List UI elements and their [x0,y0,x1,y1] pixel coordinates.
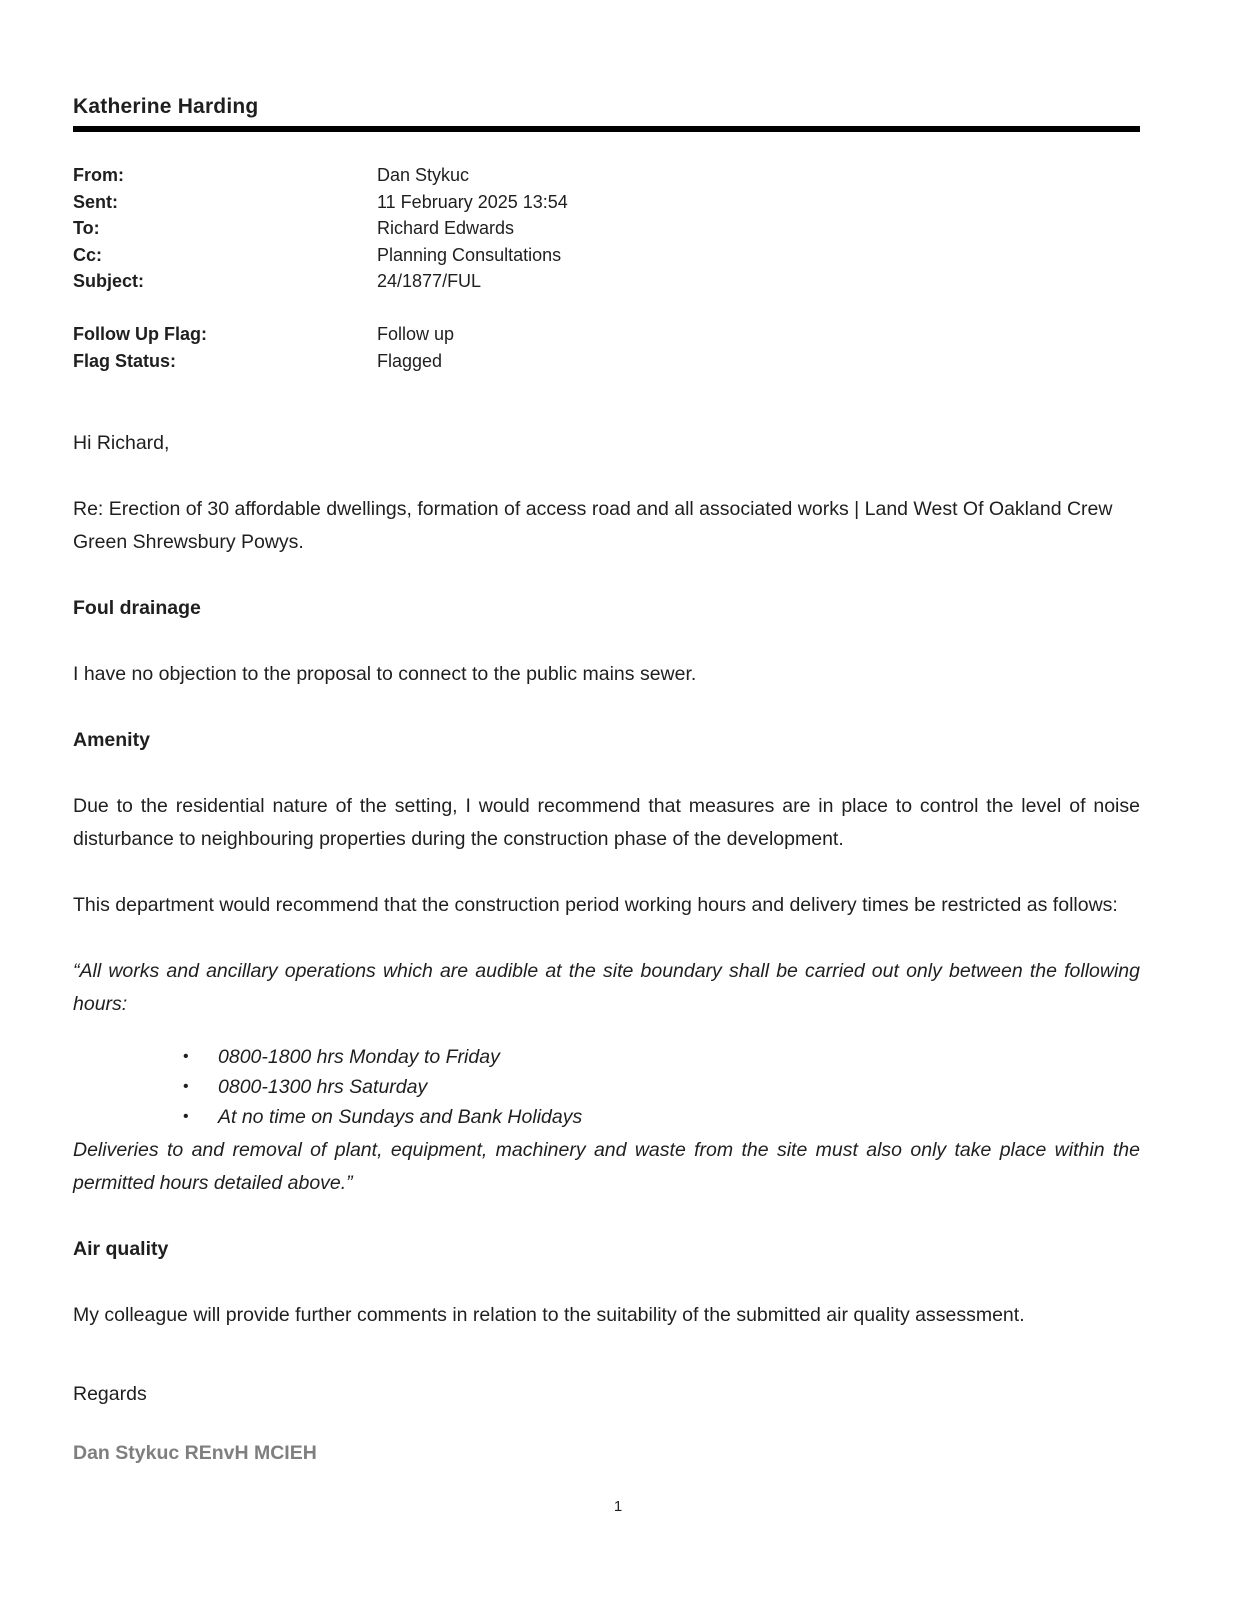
meta-label-subject: Subject: [73,271,145,291]
greeting-text: Hi Richard, [73,432,170,454]
meta-row-subject [73,268,1140,295]
list-item [183,1102,1140,1132]
bullet-icon: • [183,1078,189,1095]
meta-row-sent [73,189,1140,216]
bullet-icon: • [183,1108,189,1125]
meta-label-flag-status: Flag Status: [73,350,177,371]
amenity-paragraph-1: Due to the residential nature of the setting, I would recommend that measures are in place to control the level of noise disturbance to neighbouring properties during the construction phase of the development. [73,795,1140,850]
meta-value-from: Dan Stykuc [377,165,470,185]
meta-row-to [73,215,1140,242]
quote-intro-text: “All works and ancillary operations which are audible at the site boundary shall be carried out only between the following hours: [73,960,1140,1015]
list-item-text: 0800-1800 hrs Monday to Friday [218,1046,500,1068]
meta-label-follow-up-flag: Follow Up Flag: [73,324,207,344]
header-divider [73,126,1140,132]
meta-value-flag-status: Flagged [377,350,443,371]
meta-label-cc: Cc: [73,244,103,265]
meta-value-to: Richard Edwards [377,218,515,238]
foul-drainage-text: I have no objection to the proposal to connect to the public mains sewer. [73,663,697,685]
list-item [183,1042,1140,1072]
meta-row-flag-status [73,348,1140,375]
meta-label-to: To: [73,218,100,238]
meta-label-from: From: [73,165,124,185]
meta-value-follow-up-flag: Follow up [377,324,455,344]
recipient-name-title: Katherine Harding [73,95,259,118]
air-quality-text: My colleague will provide further comments in relation to the suitability of the submitted air quality assessment. [73,1304,1025,1326]
amenity-heading: Amenity [73,729,150,751]
email-header-block [73,162,1140,374]
email-body [73,427,1140,1470]
re-line-text: Re: Erection of 30 affordable dwellings, formation of access road and all associated works | Land West Of Oakland Crew Green Shrewsbury Powys. [73,498,1113,553]
meta-value-cc: Planning Consultations [377,244,562,265]
permitted-hours-list [73,1042,1140,1132]
meta-value-sent: 11 February 2025 13:54 [377,191,568,212]
page-number: 1 [613,1498,623,1515]
meta-label-sent: Sent: [73,191,118,212]
quote-outro-text: Deliveries to and removal of plant, equipment, machinery and waste from the site must also only take place within the permitted hours detailed above.” [73,1139,1140,1194]
amenity-paragraph-2: This department would recommend that the construction period working hours and delivery times be restricted as follows: [73,894,1118,916]
meta-row-follow-up-flag [73,321,1140,348]
list-item [183,1072,1140,1102]
meta-value-subject: 24/1877/FUL [377,271,482,291]
list-item-text: 0800-1300 hrs Saturday [218,1076,428,1098]
regards-text: Regards [73,1383,147,1405]
meta-row-from [73,162,1140,189]
list-item-text: At no time on Sundays and Bank Holidays [218,1106,583,1128]
foul-drainage-heading: Foul drainage [73,597,201,619]
signature-text: Dan Stykuc REnvH MCIEH [73,1442,317,1464]
air-quality-heading: Air quality [73,1238,169,1260]
bullet-icon: • [183,1048,189,1065]
meta-row-cc [73,242,1140,269]
